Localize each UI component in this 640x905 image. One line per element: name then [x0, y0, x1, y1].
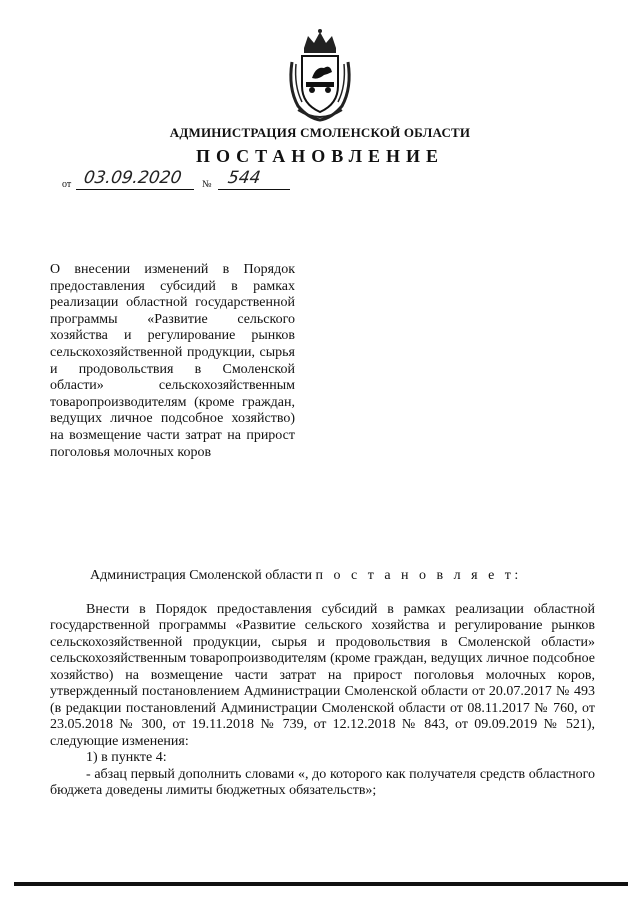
item-1: 1) в пункте 4: [86, 750, 167, 765]
document-subject: О внесении изменений в Порядок предоставления субсидий в рамках реализации областной государственной программы «Развитие сельского хозяйства и регулирование рынков сельскохозяйственной продукции, сырья и продовольствия в Смоленской области» сельскохозяйственным товаропроизводителям (кроме граждан, ведущих личное подсобное хозяйство) на возмещение части затрат на прирост поголовья молочных коров [50, 262, 295, 460]
document-type-title: ПОСТАНОВЛЕНИЕ [195, 146, 445, 166]
preamble [90, 568, 595, 585]
item-1-subparagraph: - абзац первый дополнить словами «, до которого как получателя средств областного бюджета доведены лимиты бюджетных обязательств»; [50, 766, 595, 798]
date-underline [76, 189, 194, 190]
preamble-decree: п о с т а н о в л я е т: [315, 568, 522, 583]
preamble-text: Администрация Смоленской области [90, 568, 313, 583]
issuing-authority: АДМИНИСТРАЦИЯ СМОЛЕНСКОЙ ОБЛАСТИ [169, 125, 471, 140]
document-body [50, 568, 595, 800]
number-label: № [202, 179, 212, 190]
coat-of-arms-emblem-icon [284, 28, 356, 124]
date-label: от [62, 179, 72, 190]
main-paragraph: Внести в Порядок предоставления субсидий в рамках реализации областной государственной программы «Развитие сельского хозяйства и регулирование рынков сельскохозяйственной продукции, сырья и продовольствия в Смоленской области» сельскохозяйственным товаропроизводителям (кроме граждан, ведущих личное подсобное хозяйство) на возмещение части затрат на прирост поголовья молочных коров, утвержденный постановлением Администрации Смоленской области от 20.07.2017 № 493 (в редакции постановлений Администрации Смоленской области от 08.11.2017 № 760, от 23.05.2018 № 300, от 19.11.2018 № 739, от 12.12.2018 № 843, от 09.09.2019 № 521), следующие изменения: [50, 601, 595, 749]
document-number: 544 [226, 168, 262, 188]
document-date: 03.09.2020 [82, 168, 183, 188]
number-underline [218, 189, 290, 190]
bottom-scan-edge [14, 882, 628, 886]
